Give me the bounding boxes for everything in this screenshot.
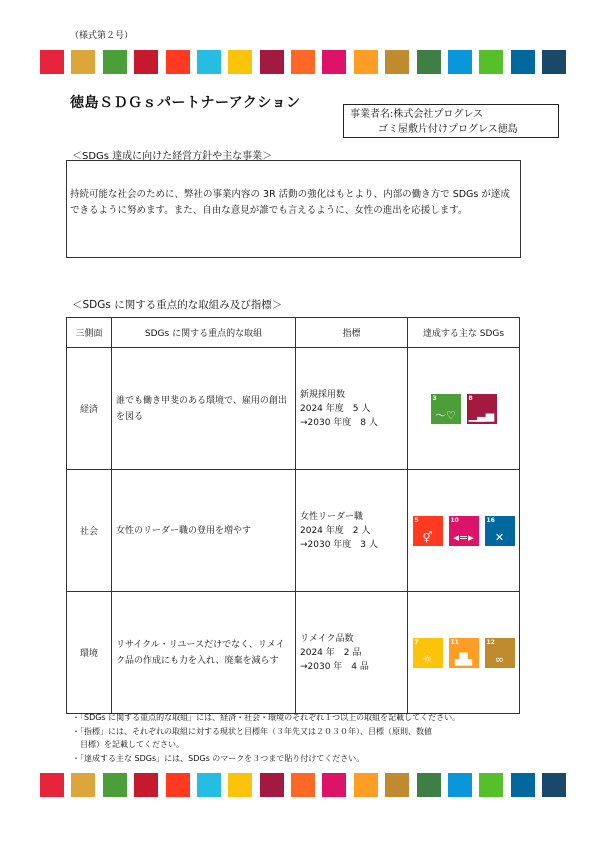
company-box — [343, 104, 559, 138]
color-square — [103, 773, 127, 797]
color-square — [511, 773, 535, 797]
indicator-line: 2024 年度 2 人 — [300, 525, 371, 536]
sdg-goal-3-icon — [431, 394, 461, 424]
indicator-line: リメイク品数 — [300, 633, 354, 644]
efforts-section-label: ＜SDGs に関する重点的な取組み及び指標＞ — [72, 299, 283, 311]
color-square — [417, 50, 441, 74]
color-square — [291, 773, 315, 797]
color-square — [197, 50, 221, 74]
color-square — [322, 773, 346, 797]
color-square — [448, 773, 472, 797]
goals-cell — [408, 348, 520, 470]
sdg-goal-7-icon — [413, 638, 443, 668]
note-2-cont: 目標）を記載してください。 — [80, 740, 184, 749]
gender-equality-icon: ⚥ — [422, 530, 433, 544]
color-square — [291, 50, 315, 74]
indicator-line: 2024 年 2 品 — [300, 647, 362, 658]
color-square — [71, 773, 95, 797]
indicator-line: 新規採用数 — [300, 389, 346, 400]
company-branch: ゴミ屋敷片付けプログレス徳島 — [378, 124, 518, 135]
sdg-goal-number: 12 — [486, 638, 495, 646]
color-square — [40, 773, 64, 797]
color-square — [40, 50, 64, 74]
effort-cell: リサイクル・リユースだけでなく、リメイク品の作成にも力を入れ、廃棄を減らす — [112, 592, 296, 714]
color-square — [479, 50, 503, 74]
effort-cell: 女性のリーダー職の登用を増やす — [112, 470, 296, 592]
sdg-goal-number: 11 — [450, 638, 459, 646]
table-row — [67, 348, 520, 470]
indicator-cell — [296, 470, 408, 592]
side-cell: 経済 — [67, 348, 112, 470]
table-header-row — [67, 318, 520, 348]
indicator-cell — [296, 592, 408, 714]
color-square — [479, 773, 503, 797]
color-square — [385, 773, 409, 797]
color-square — [448, 50, 472, 74]
sdg-goal-10-icon — [449, 516, 479, 546]
sdgs-color-bar-top — [40, 50, 566, 74]
goals-cell — [408, 592, 520, 714]
header-goals: 達成する主な SDGs — [408, 318, 520, 348]
indicator-line: →2030 年 4 品 — [300, 661, 369, 672]
sdg-goal-11-icon — [449, 638, 479, 668]
sdg-goal-12-icon — [485, 638, 515, 668]
sdg-goal-8-icon — [467, 394, 497, 424]
policy-section-label: ＜SDGs 達成に向けた経営方針や主な事業＞ — [72, 151, 273, 162]
color-square — [228, 50, 252, 74]
sdg-goal-number: 5 — [414, 516, 419, 524]
color-square — [542, 773, 566, 797]
infinity-loop-icon: ∞ — [494, 652, 505, 666]
sdg-goal-number: 8 — [468, 394, 473, 402]
table-row — [67, 470, 520, 592]
page-title: 徳島ＳＤＧｓパートナーアクション — [70, 95, 301, 111]
effort-cell: 誰でも働き甲斐のある環境で、雇用の創出を図る — [112, 348, 296, 470]
header-effort: SDGs に関する重点的な取組 — [112, 318, 296, 348]
color-square — [166, 773, 190, 797]
goals-cell — [408, 470, 520, 592]
sdg-goal-number: 7 — [414, 638, 419, 646]
color-square — [260, 50, 284, 74]
side-cell: 社会 — [67, 470, 112, 592]
color-square — [417, 773, 441, 797]
color-square — [542, 50, 566, 74]
policy-text: 持続可能な社会のために、弊社の事業内容の 3R 活動の強化はもとより、内部の働き方で SDGs が達成できるように努めます。また、自由な意見が誰でも言えるように、女性の進出を応援します。 — [70, 189, 510, 216]
color-square — [197, 773, 221, 797]
color-square — [354, 773, 378, 797]
side-cell: 環境 — [67, 592, 112, 714]
color-square — [385, 50, 409, 74]
sdg-goal-number: 10 — [450, 516, 459, 524]
heartbeat-icon: 〜♡ — [435, 408, 456, 422]
form-number: （様式第２号） — [70, 31, 134, 41]
color-square — [260, 773, 284, 797]
company-name: 事業者名:株式会社プログレス — [350, 109, 484, 120]
sdg-goal-number: 16 — [486, 516, 495, 524]
indicator-line: 2024 年度 5 人 — [300, 403, 371, 414]
indicator-cell — [296, 348, 408, 470]
growth-chart-icon: ▁▃▅ — [468, 408, 495, 422]
color-square — [134, 773, 158, 797]
note-1: ・「SDGs に関する重点的な取組」には、経済・社会・環境のそれぞれ１つ以上の取組を記載してください。 — [72, 713, 461, 722]
color-square — [228, 773, 252, 797]
color-square — [511, 50, 535, 74]
color-square — [166, 50, 190, 74]
peace-dove-icon: ✕ — [494, 530, 505, 544]
sdg-goal-16-icon — [485, 516, 515, 546]
header-side: 三側面 — [67, 318, 112, 348]
sdgs-color-bar-bottom — [40, 773, 566, 797]
color-square — [322, 50, 346, 74]
sdg-goal-number: 3 — [432, 394, 437, 402]
color-square — [134, 50, 158, 74]
clean-energy-icon: ☼ — [422, 652, 433, 666]
indicator-line: →2030 年度 8 人 — [300, 417, 378, 428]
reduced-inequalities-icon: ◂=▸ — [453, 530, 474, 544]
indicator-line: 女性リーダー職 — [300, 511, 364, 522]
header-indicator: 指標 — [296, 318, 408, 348]
notes — [72, 711, 460, 765]
sustainable-city-icon: ▟▙ — [455, 652, 472, 666]
indicator-line: →2030 年度 3 人 — [300, 539, 378, 550]
table-row — [67, 592, 520, 714]
color-square — [71, 50, 95, 74]
color-square — [354, 50, 378, 74]
note-2: ・「指標」には、それぞれの取組に対する現状と目標年（３年先又は２０３０年）、目標（原則、数値 — [72, 726, 432, 736]
note-3: ・「達成する主な SDGs」には、SDGs のマークを３つまで貼り付けてください。 — [72, 753, 365, 763]
efforts-table — [66, 317, 520, 714]
sdg-goal-5-icon — [413, 516, 443, 546]
color-square — [103, 50, 127, 74]
